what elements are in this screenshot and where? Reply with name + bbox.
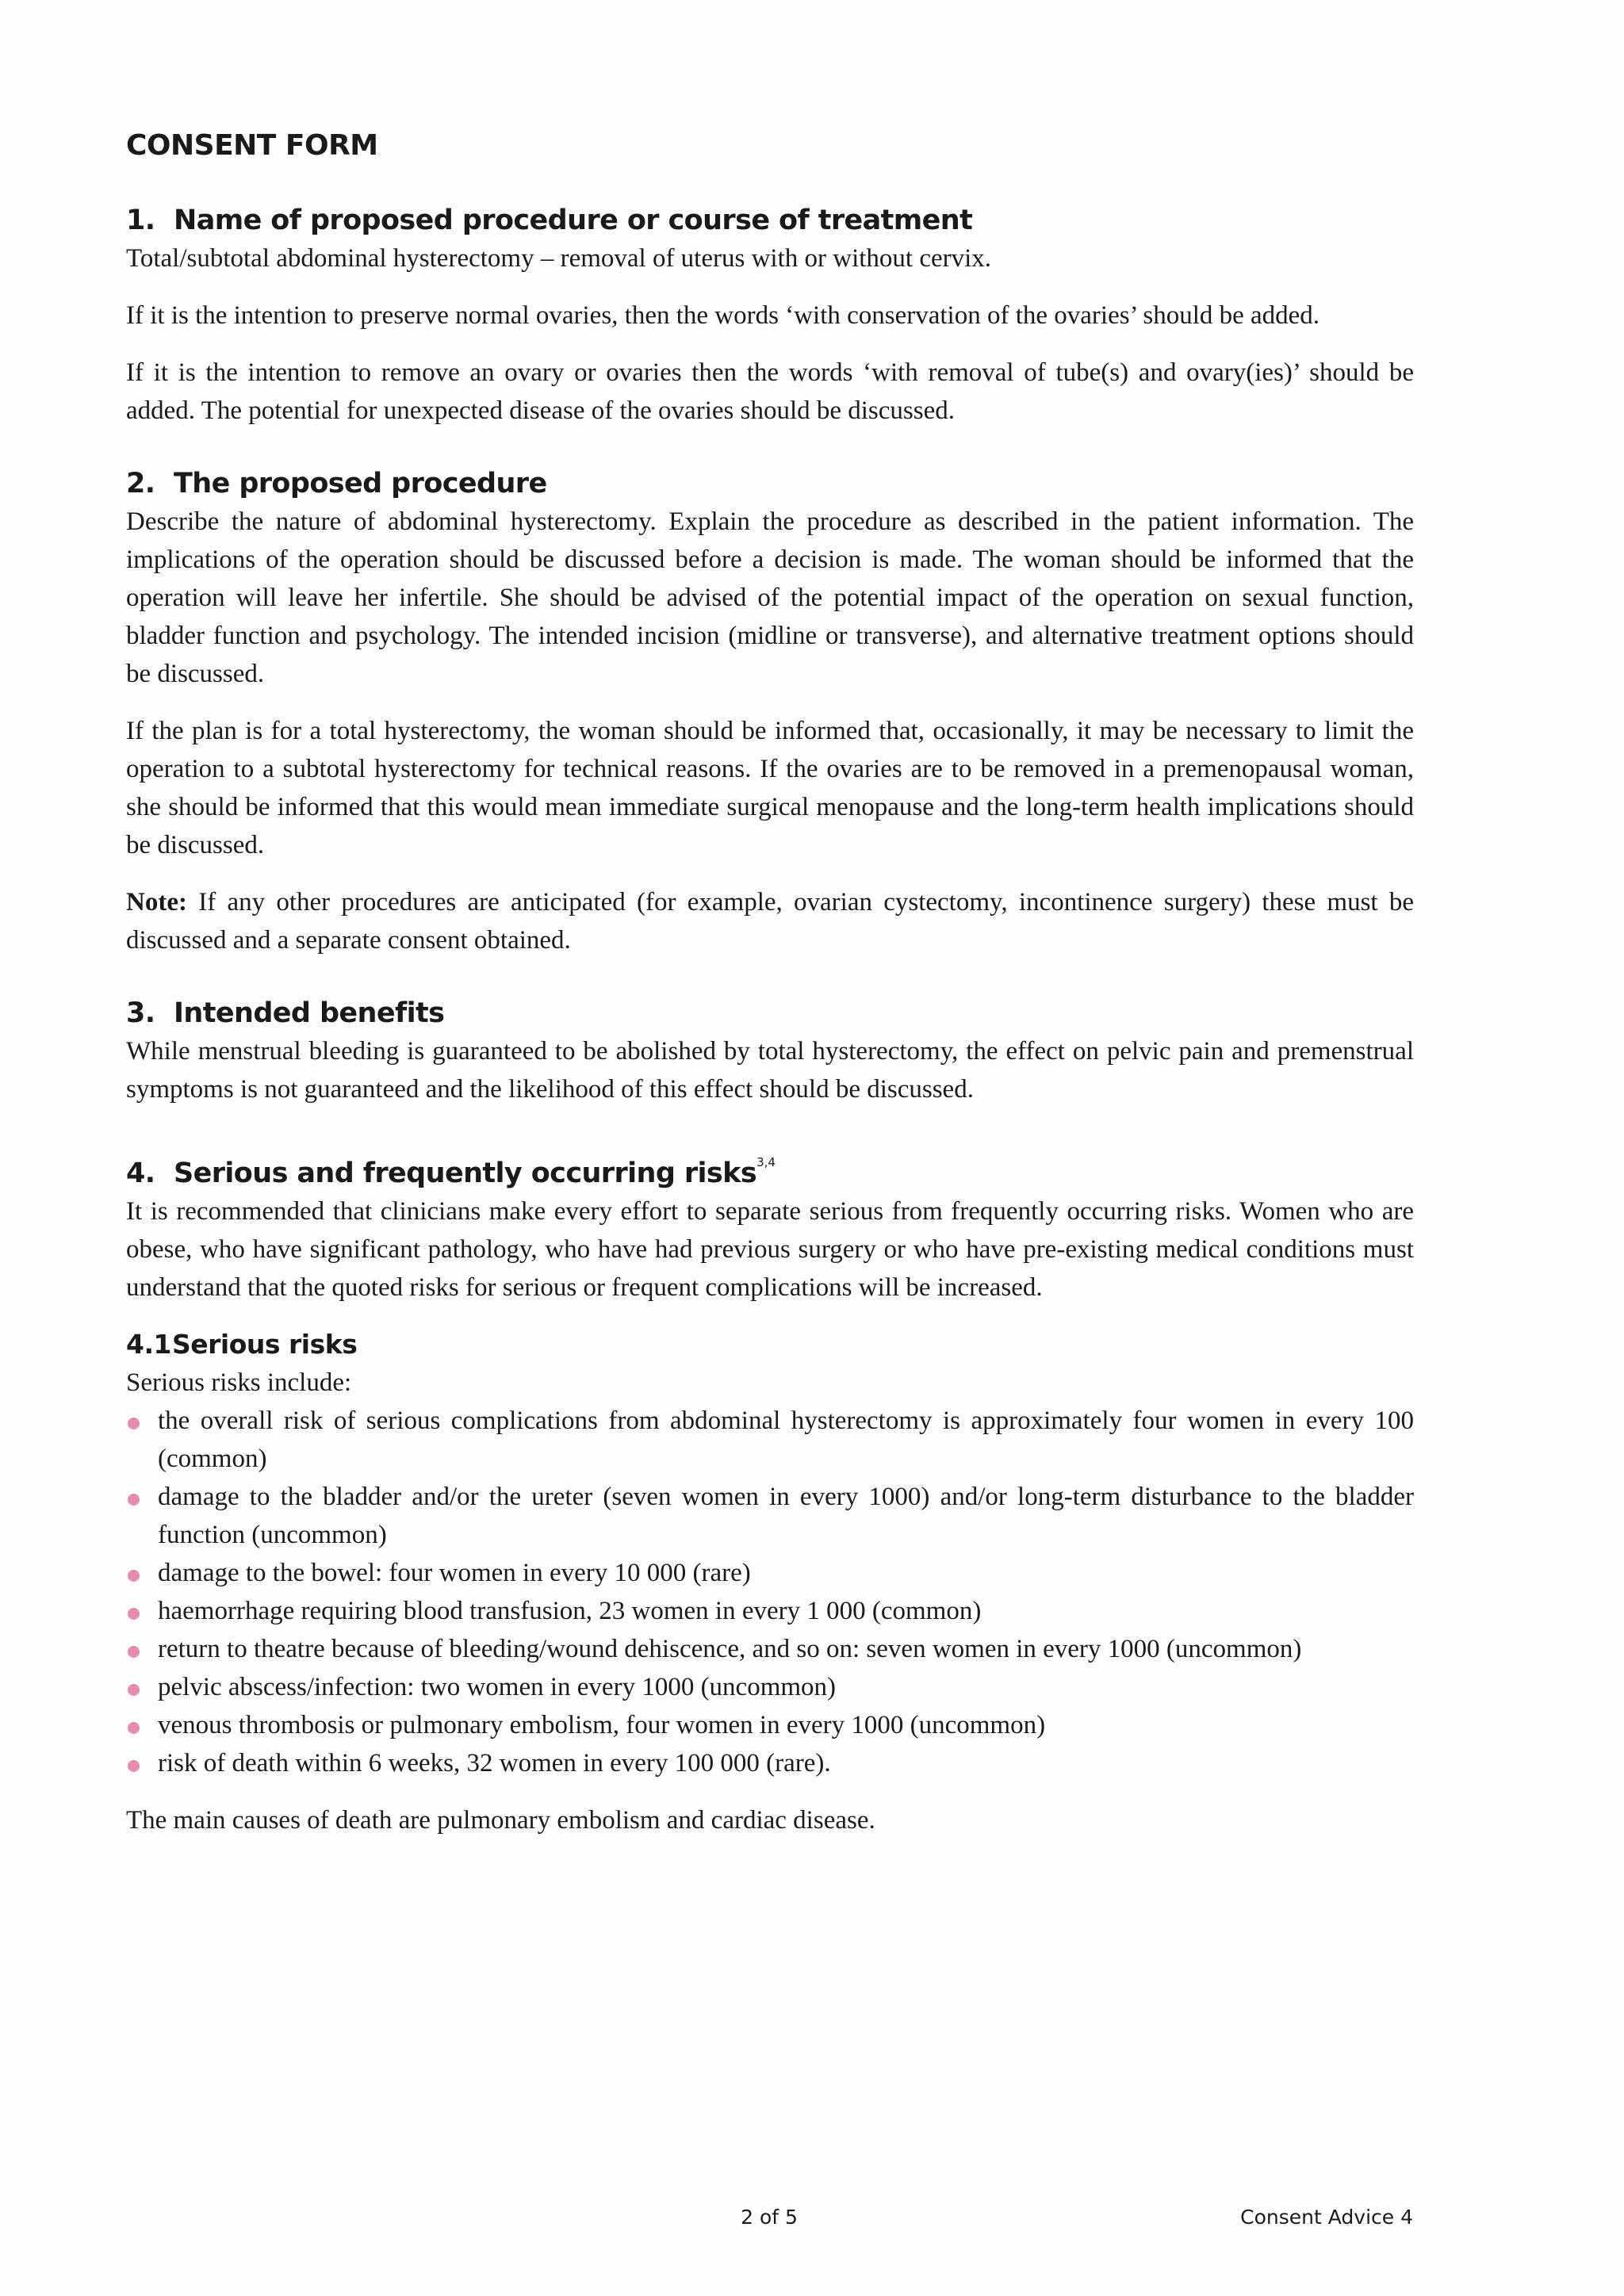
paragraph: If the plan is for a total hysterectomy, the woman should be informed that, occasionally, it may be necessary to limit the operation to a subtotal hysterectomy for technical reasons. If the ovaries are to be removed in a premenopausal woman, she should be informed that this would mean immediate surgical menopause and the long-term health implications should be discussed. bbox=[126, 717, 1414, 859]
list-item-text: the overall risk of serious complications from abdominal hysterectomy is approximately four women in every 100 (common) bbox=[158, 1406, 1414, 1473]
list-item-text: return to theatre because of bleeding/wound dehiscence, and so on: seven women in every 1000 (uncommon) bbox=[158, 1635, 1302, 1663]
list-item bbox=[126, 1744, 1414, 1782]
paragraph: While menstrual bleeding is guaranteed to be abolished by total hysterectomy, the effect on pelvic pain and premenstrual symptoms is not guaranteed and the likelihood of this effect should be discussed. bbox=[126, 1037, 1414, 1104]
section-number: 2. bbox=[126, 468, 155, 499]
list-item-text: venous thrombosis or pulmonary embolism, four women in every 1000 (uncommon) bbox=[158, 1711, 1046, 1739]
section-intended-benefits bbox=[126, 994, 1414, 1108]
document-reference: Consent Advice 4 bbox=[1240, 2206, 1413, 2229]
section-title: Serious and frequently occurring risks bbox=[174, 1158, 757, 1189]
bullet-icon bbox=[128, 1722, 140, 1734]
section-title: Intended benefits bbox=[174, 997, 445, 1029]
paragraph: If it is the intention to preserve normal ovaries, then the words ‘with conservation of the ovaries’ should be added. bbox=[126, 301, 1320, 330]
section-risks bbox=[126, 1143, 1414, 1839]
section-heading bbox=[126, 465, 1414, 503]
paragraph: Describe the nature of abdominal hysterectomy. Explain the procedure as described in the patient information. The implications of the operation should be discussed before a decision is made. The woman should be informed that the operation will leave her infertile. She should be advised of the potential impact of the operation on sexual function, bladder function and psychology. The intended incision (midline or transverse), and alternative treatment options should be discussed. bbox=[126, 507, 1414, 688]
list-item-text: damage to the bladder and/or the ureter (seven women in every 1000) and/or long-term disturbance to the bladder function (uncommon) bbox=[158, 1483, 1414, 1549]
subsection-number: 4.1 bbox=[126, 1329, 171, 1360]
section-procedure-name bbox=[126, 201, 1414, 430]
list-item-text: haemorrhage requiring blood transfusion, 23 women in every 1 000 (common) bbox=[158, 1597, 982, 1625]
bullet-icon bbox=[128, 1646, 140, 1658]
section-number: 3. bbox=[126, 997, 155, 1029]
section-heading bbox=[126, 1143, 1414, 1192]
bullet-icon bbox=[128, 1494, 140, 1506]
section-number: 4. bbox=[126, 1158, 155, 1189]
list-item bbox=[126, 1630, 1414, 1668]
paragraph: Total/subtotal abdominal hysterectomy – removal of uterus with or without cervix. bbox=[126, 244, 992, 273]
list-item bbox=[126, 1554, 1414, 1592]
note-text: If any other procedures are anticipated (for example, ovarian cystectomy, incontinence surgery) these must be discussed and a separate consent obtained. bbox=[126, 888, 1414, 955]
list-item-text: risk of death within 6 weeks, 32 women in every 100 000 (rare). bbox=[158, 1749, 831, 1777]
list-item bbox=[126, 1592, 1414, 1630]
bullet-icon bbox=[128, 1684, 140, 1696]
section-title: The proposed procedure bbox=[174, 468, 547, 499]
section-number: 1. bbox=[126, 205, 155, 236]
risks-intro: Serious risks include: bbox=[126, 1368, 352, 1397]
bullet-icon bbox=[128, 1418, 140, 1429]
section-proposed-procedure bbox=[126, 465, 1414, 959]
list-item bbox=[126, 1706, 1414, 1744]
list-item-text: pelvic abscess/infection: two women in every 1000 (uncommon) bbox=[158, 1673, 837, 1701]
section-heading bbox=[126, 201, 1414, 239]
paragraph: It is recommended that clinicians make every effort to separate serious from frequently occurring risks. Women who are obese, who have significant pathology, who have had previous surgery or who have pre-existing medical conditions must understand that the quoted risks for serious or frequent complications will be increased. bbox=[126, 1197, 1414, 1302]
page-number: 2 of 5 bbox=[741, 2206, 798, 2229]
note-label: Note: bbox=[126, 888, 187, 916]
section-title: Name of proposed procedure or course of treatment bbox=[174, 205, 973, 236]
list-item bbox=[126, 1478, 1414, 1554]
list-item bbox=[126, 1668, 1414, 1706]
list-item-text: damage to the bowel: four women in every 10 000 (rare) bbox=[158, 1559, 751, 1587]
bullet-icon bbox=[128, 1570, 140, 1582]
list-item bbox=[126, 1402, 1414, 1478]
document-title: CONSENT FORM bbox=[126, 129, 378, 162]
subsection-title: Serious risks bbox=[172, 1329, 358, 1360]
document-page bbox=[126, 127, 1414, 1874]
bullet-icon bbox=[128, 1608, 140, 1620]
closing-paragraph: The main causes of death are pulmonary embolism and cardiac disease. bbox=[126, 1806, 875, 1835]
reference-superscript: 3,4 bbox=[756, 1155, 776, 1169]
subsection-heading bbox=[126, 1326, 1414, 1364]
note-paragraph bbox=[126, 883, 1414, 959]
section-heading bbox=[126, 994, 1414, 1032]
paragraph: If it is the intention to remove an ovary or ovaries then the words ‘with removal of tube(s) and ovary(ies)’ should be added. The potential for unexpected disease of the ovaries should be discussed. bbox=[126, 358, 1414, 425]
serious-risks-list bbox=[126, 1402, 1414, 1782]
bullet-icon bbox=[128, 1760, 140, 1772]
